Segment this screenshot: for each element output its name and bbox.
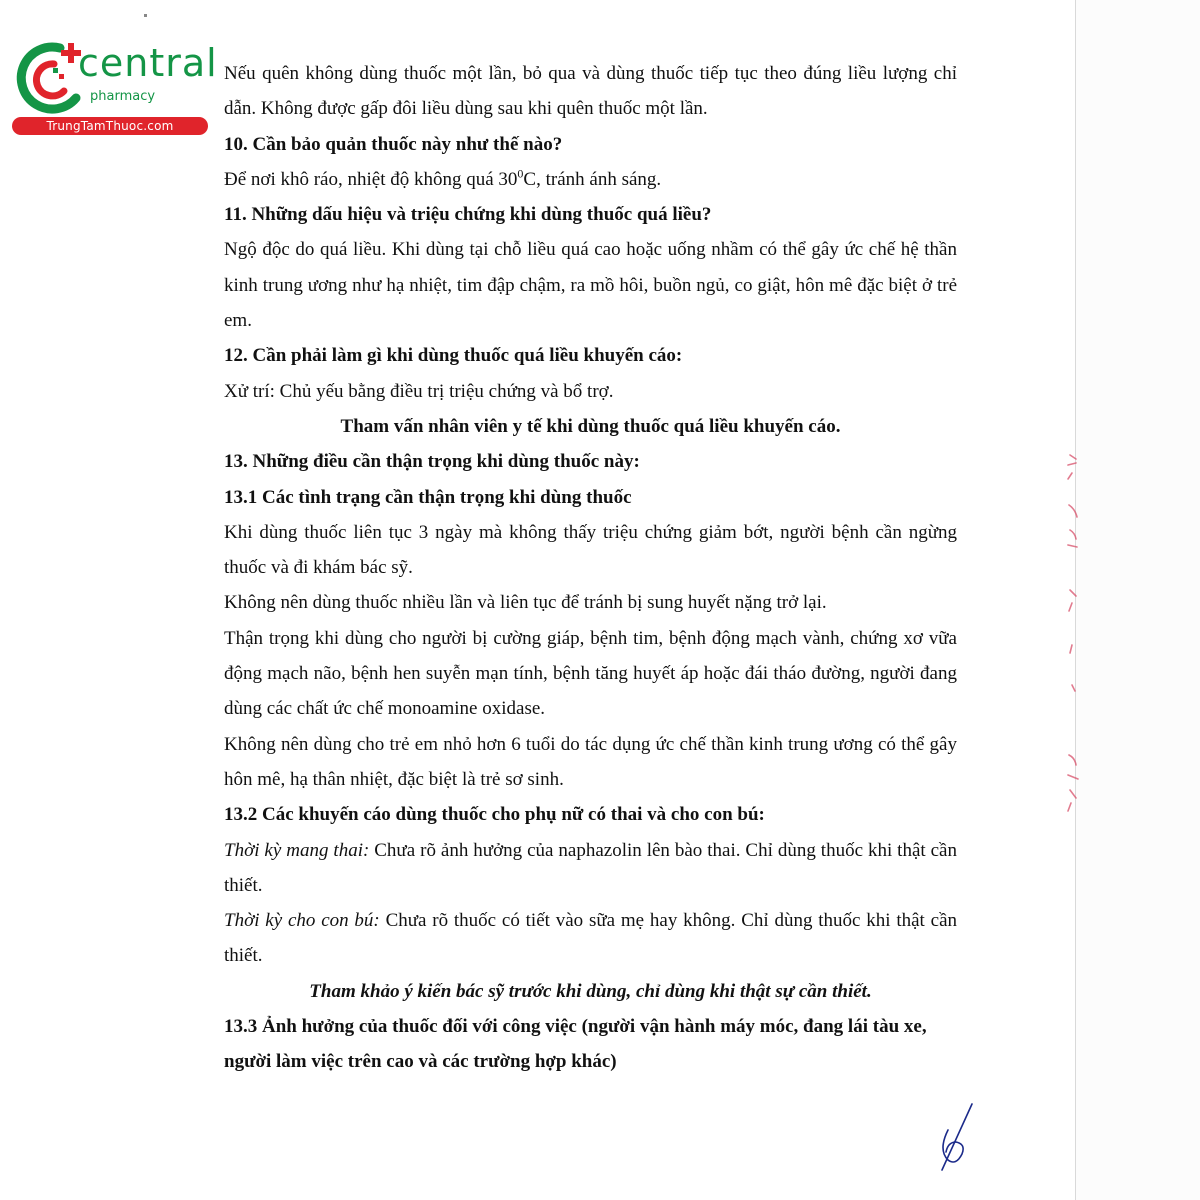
paragraph-breastfeeding [224, 903, 957, 974]
breastfeeding-label: Thời kỳ cho con bú: [224, 910, 380, 932]
paragraph-13-1-c: Thận trọng khi dùng cho người bị cường giáp, bệnh tim, bệnh động mạch vành, chứng xơ vữa động mạch não, bệnh hen suyễn mạn tính, bệnh tăng huyết áp hoặc đái tháo đường, người đang dùng các chất ức chế monoamine oxidase. [224, 627, 957, 720]
heading-13-3-work-effects: 13.3 Ảnh hưởng của thuốc đối với công việc (người vận hành máy móc, đang lái tàu xe, người làm việc trên cao và các trường hợp khác) [224, 1016, 927, 1073]
paragraph-overdose-signs: Ngộ độc do quá liều. Khi dùng tại chỗ liều quá cao hoặc uống nhầm có thể gây ức chế hệ thần kinh trung ương như hạ nhiệt, tim đập chậm, ra mồ hôi, buồn ngủ, co giật, hôn mê đặc biệt ở trẻ em. [224, 239, 957, 332]
right-margin [1076, 0, 1200, 1200]
notice-consult-doctor: Tham khảo ý kiến bác sỹ trước khi dùng, chỉ dùng khi thật sự cần thiết. [309, 980, 872, 1002]
paragraph-overdose-action: Xử trí: Chủ yếu bằng điều trị triệu chứng và bổ trợ. [224, 380, 614, 402]
paragraph-13-1-d: Không nên dùng cho trẻ em nhỏ hơn 6 tuổi do tác dụng ức chế thần kinh trung ương có thể gây hôn mê, hạ thân nhiệt, đặc biệt là trẻ sơ sinh. [224, 733, 957, 790]
heading-13-1-conditions: 13.1 Các tình trạng cần thận trọng khi dùng thuốc [224, 486, 632, 508]
pregnancy-text: Chưa rõ ảnh hưởng của naphazolin lên bào thai. Chỉ dùng thuốc khi thật cần thiết. [224, 839, 957, 896]
handwritten-signature-mark [930, 1100, 980, 1175]
paragraph-storage [224, 162, 957, 197]
storage-text-after: C, tránh ánh sáng. [523, 168, 662, 190]
heading-10-storage: 10. Cần bảo quản thuốc này như thế nào? [224, 133, 563, 155]
heading-11-overdose-signs: 11. Những dấu hiệu và triệu chứng khi dùng thuốc quá liều? [224, 204, 712, 226]
paragraph-13-1-b: Không nên dùng thuốc nhiều lần và liên tục để tránh bị sung huyết nặng trở lại. [224, 592, 827, 614]
logo-website-link[interactable]: TrungTamThuoc.com [12, 117, 208, 135]
scan-speck [144, 14, 147, 17]
breastfeeding-text: Chưa rõ thuốc có tiết vào sữa mẹ hay không. Chỉ dùng thuốc khi thật cần thiết. [224, 910, 958, 967]
document-body [224, 56, 957, 1080]
pregnancy-label: Thời kỳ mang thai: [224, 839, 370, 861]
storage-text-before: Để nơi khô ráo, nhiệt độ không quá 30 [224, 168, 518, 190]
heading-13-precautions: 13. Những điều cần thận trọng khi dùng thuốc này: [224, 451, 640, 473]
paragraph-13-1-a: Khi dùng thuốc liên tục 3 ngày mà không thấy triệu chứng giảm bớt, người bệnh cần ngừng thuốc và đi khám bác sỹ. [224, 521, 957, 579]
paragraph-missed-dose: Nếu quên không dùng thuốc một lần, bỏ qua và dùng thuốc tiếp tục theo đúng liều lượng chỉ dẫn. Không được gấp đôi liều dùng sau khi quên thuốc một lần. [224, 63, 957, 120]
red-margin-stamp-mark [1060, 445, 1084, 815]
logo-name: central [78, 41, 218, 85]
paragraph-pregnancy [224, 833, 957, 904]
logo-subtitle: pharmacy [90, 89, 156, 104]
heading-12-overdose-action: 12. Cần phải làm gì khi dùng thuốc quá liều khuyến cáo: [224, 345, 683, 367]
degree-superscript: 0 [517, 166, 524, 181]
notice-consult-medical-staff: Tham vấn nhân viên y tế khi dùng thuốc quá liều khuyến cáo. [340, 415, 841, 437]
heading-13-2-pregnancy: 13.2 Các khuyến cáo dùng thuốc cho phụ nữ có thai và cho con bú: [224, 804, 765, 826]
